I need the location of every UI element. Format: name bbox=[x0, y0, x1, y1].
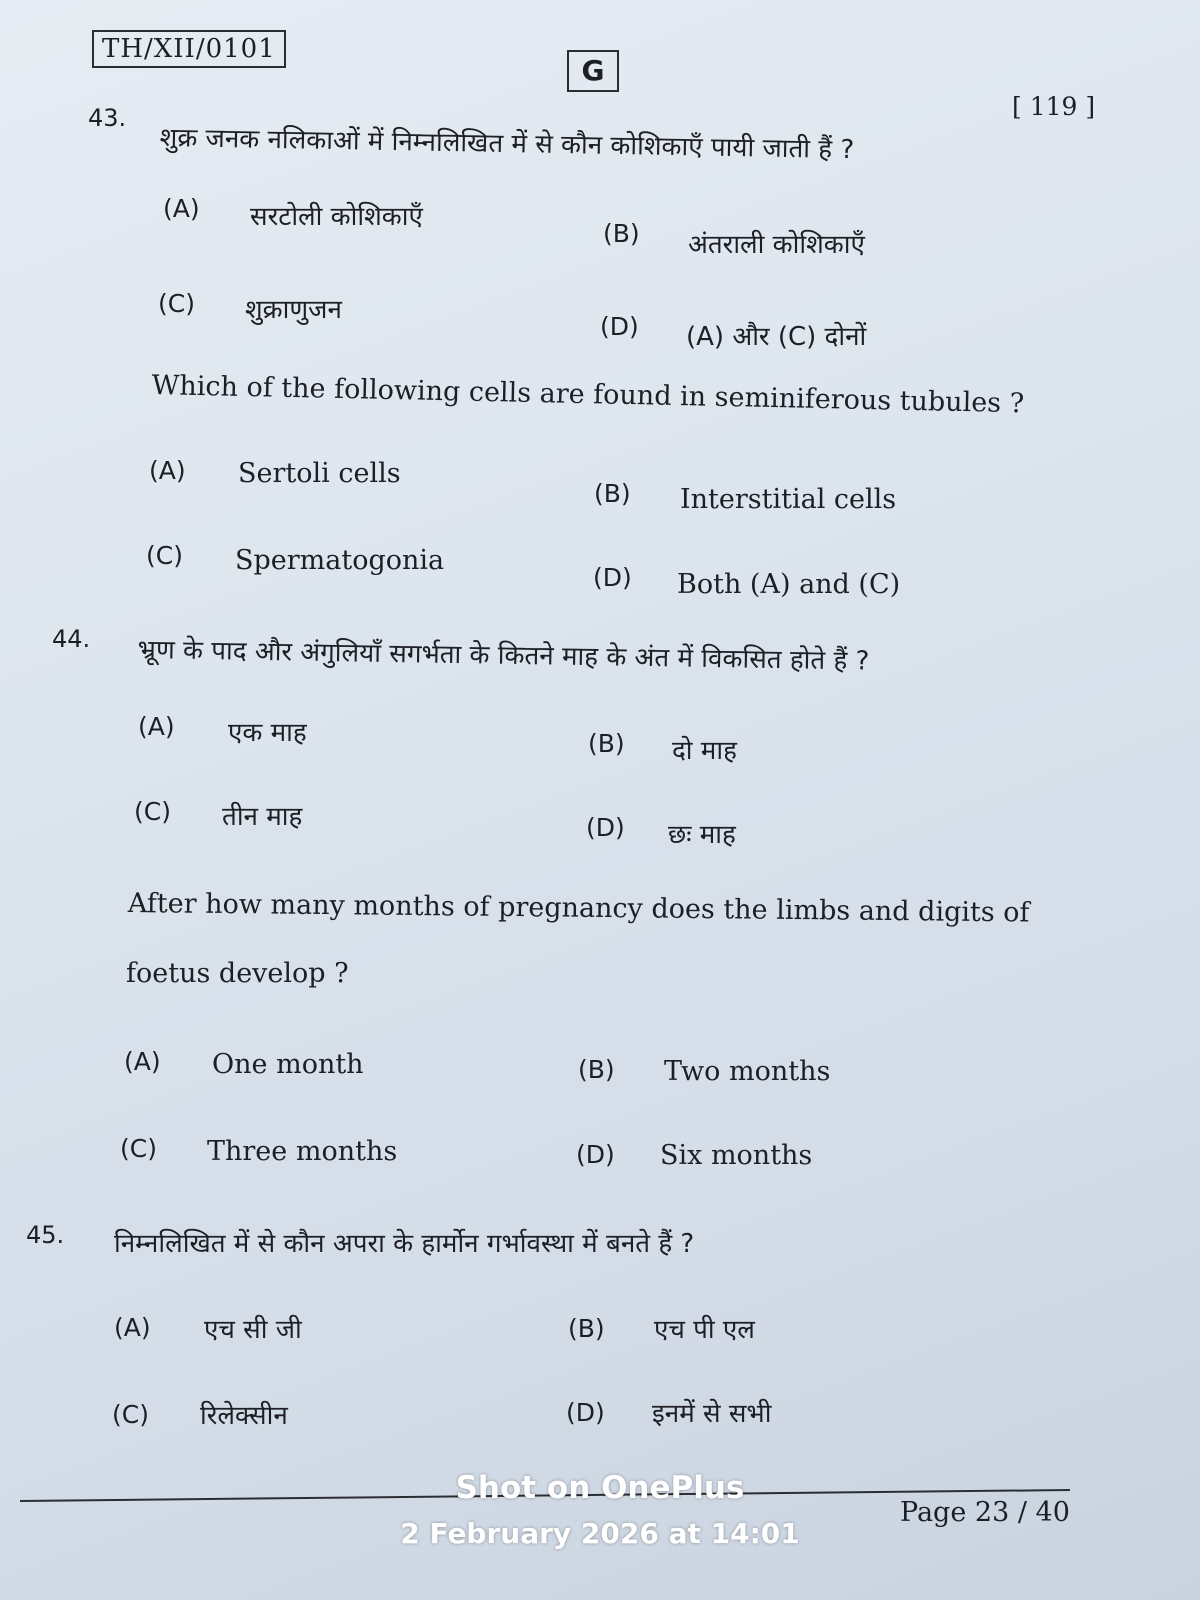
question-43-hindi: शुक्र जनक नलिकाओं में निम्नलिखित में से कौन कोशिकाएँ पायी जाती हैं ? bbox=[159, 122, 855, 166]
q44-hindi-option-d: छः माह bbox=[668, 820, 736, 850]
q43-hindi-option-a: सरटोली कोशिकाएँ bbox=[250, 202, 423, 232]
camera-watermark-timestamp: 2 February 2026 at 14:01 bbox=[400, 1517, 800, 1550]
q43-hindi-option-d-label: (D) bbox=[600, 312, 639, 341]
q44-hindi-option-c: तीन माह bbox=[222, 802, 303, 832]
question-44-english-line1: After how many months of pregnancy does the limbs and digits of bbox=[127, 888, 1030, 929]
q43-english-option-a: Sertoli cells bbox=[238, 458, 401, 489]
camera-watermark-brand: Shot on OnePlus bbox=[455, 1470, 745, 1506]
q44-hindi-option-a: एक माह bbox=[228, 718, 307, 748]
q44-hindi-option-b-label: (B) bbox=[588, 729, 625, 758]
question-number-44: 44. bbox=[52, 625, 91, 653]
q44-english-option-d-label: (D) bbox=[576, 1140, 615, 1169]
q43-english-option-b: Interstitial cells bbox=[680, 484, 897, 515]
q45-hindi-option-b: एच पी एल bbox=[654, 1315, 755, 1345]
q44-english-option-d: Six months bbox=[660, 1140, 813, 1171]
question-44-english-line2: foetus develop ? bbox=[126, 958, 349, 989]
q43-hindi-option-d: (A) और (C) दोनों bbox=[686, 322, 867, 352]
page-reference: [ 119 ] bbox=[1012, 92, 1096, 121]
q45-hindi-option-a-label: (A) bbox=[114, 1313, 151, 1342]
q43-hindi-option-c-label: (C) bbox=[158, 289, 195, 318]
q44-hindi-option-a-label: (A) bbox=[138, 712, 175, 741]
question-number-43: 43. bbox=[88, 104, 127, 132]
q43-hindi-option-b-label: (B) bbox=[603, 219, 640, 248]
q44-english-option-b: Two months bbox=[664, 1056, 831, 1087]
q43-english-option-d: Both (A) and (C) bbox=[677, 569, 901, 600]
q44-english-option-a-label: (A) bbox=[124, 1047, 161, 1076]
q44-english-option-c-label: (C) bbox=[120, 1134, 157, 1163]
q44-english-option-a: One month bbox=[212, 1049, 364, 1080]
q45-hindi-option-d: इनमें से सभी bbox=[652, 1399, 772, 1429]
question-45-hindi: निम्नलिखित में से कौन अपरा के हार्मोन गर्भावस्था में बनते हैं ? bbox=[114, 1229, 695, 1259]
q45-hindi-option-c: रिलेक्सीन bbox=[200, 1401, 288, 1431]
q44-hindi-option-d-label: (D) bbox=[586, 813, 625, 842]
q45-hindi-option-d-label: (D) bbox=[566, 1398, 605, 1427]
q43-hindi-option-c: शुक्राणुजन bbox=[245, 295, 342, 325]
question-44-hindi: भ्रूण के पाद और अंगुलियाँ सगर्भता के कितने माह के अंत में विकसित होते हैं ? bbox=[137, 634, 870, 677]
q43-english-option-d-label: (D) bbox=[593, 563, 632, 592]
question-number-45: 45. bbox=[26, 1221, 65, 1249]
q44-hindi-option-b: दो माह bbox=[672, 736, 737, 766]
q43-hindi-option-b: अंतराली कोशिकाएँ bbox=[688, 230, 865, 260]
q45-hindi-option-c-label: (C) bbox=[112, 1400, 149, 1429]
q44-hindi-option-c-label: (C) bbox=[134, 797, 171, 826]
q44-english-option-c: Three months bbox=[207, 1136, 398, 1167]
question-43-english: Which of the following cells are found in seminiferous tubules ? bbox=[151, 370, 1025, 420]
paper-code: TH/XII/0101 bbox=[92, 30, 286, 68]
set-code: G bbox=[567, 50, 619, 92]
q43-english-option-c-label: (C) bbox=[146, 541, 183, 570]
q45-hindi-option-b-label: (B) bbox=[568, 1314, 605, 1343]
q44-english-option-b-label: (B) bbox=[578, 1055, 615, 1084]
footer-page-number: Page 23 / 40 bbox=[900, 1497, 1070, 1528]
q43-english-option-b-label: (B) bbox=[594, 479, 631, 508]
q43-english-option-c: Spermatogonia bbox=[235, 545, 445, 576]
q45-hindi-option-a: एच सी जी bbox=[204, 1315, 302, 1345]
q43-english-option-a-label: (A) bbox=[149, 456, 186, 485]
q43-hindi-option-a-label: (A) bbox=[163, 194, 200, 223]
